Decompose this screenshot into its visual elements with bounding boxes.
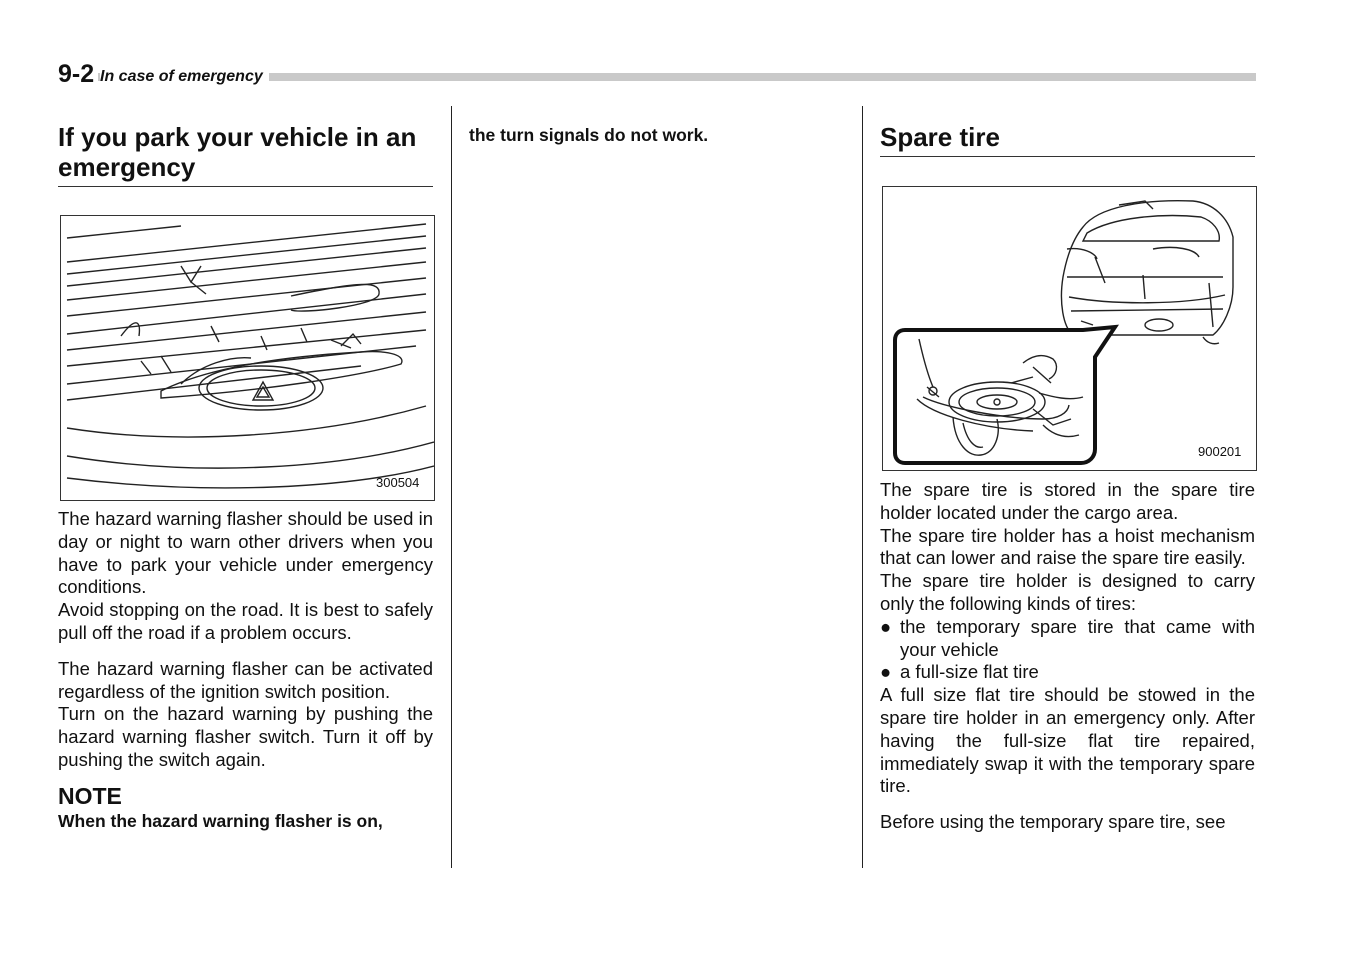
bullet-text: a full-size flat tire — [900, 661, 1039, 683]
paragraph: Avoid stopping on the road. It is best to safely pull off the road if a problem occurs. — [58, 599, 433, 643]
paragraph: The spare tire holder is designed to carry only the following kinds of tires: — [880, 570, 1255, 614]
spare-tire-illustration — [882, 186, 1257, 471]
hazard-switch-drawing — [61, 216, 434, 500]
page-header — [58, 60, 1256, 86]
paragraph: A full size flat tire should be stowed in the spare tire holder in an emergency only. After having the full-size flat tire repaired, immediately swap it with the temporary spare tire. — [880, 684, 1255, 797]
spare-tire-drawing — [883, 187, 1256, 470]
list-item — [880, 661, 1255, 684]
bullet-dot: ● — [880, 661, 892, 683]
heading-text: If you park your vehicle in an emergency — [58, 122, 417, 182]
paragraph: The spare tire holder has a hoist mechanism that can lower and raise the spare tire easily. — [880, 524, 1255, 569]
figure-code: 900201 — [1198, 444, 1242, 459]
bullet-dot: ● — [880, 615, 892, 637]
column-divider-left — [451, 106, 452, 868]
list-item — [880, 616, 1255, 662]
figure-code: 300504 — [376, 475, 420, 490]
note-text: When the hazard warning flasher is on, — [58, 810, 383, 831]
heading-emergency-parking — [58, 122, 433, 187]
paragraph: Before using the temporary spare tire, see — [880, 811, 1226, 833]
paragraph: The spare tire is stored in the spare tire holder located under the cargo area. — [880, 479, 1255, 523]
heading-spare-tire — [880, 122, 1255, 157]
page-number: 9-2 — [58, 60, 98, 88]
heading-text: Spare tire — [880, 122, 1000, 152]
paragraph: Turn on the hazard warning by pushing the hazard warning flasher switch. Turn it off by pushing the switch again. — [58, 703, 433, 770]
paragraph: The hazard warning flasher can be activated regardless of the ignition switch position. — [58, 657, 433, 702]
paragraph: The hazard warning flasher should be used in day or night to warn other drivers when you have to park your vehicle under emergency conditions. — [58, 508, 433, 598]
hazard-switch-illustration — [60, 215, 435, 501]
column-divider-right — [862, 106, 863, 868]
note-continued: the turn signals do not work. — [469, 125, 709, 145]
left-body — [58, 508, 433, 833]
section-title: In case of emergency — [100, 67, 269, 87]
bullet-text: the temporary spare tire that came with your vehicle — [900, 615, 1255, 660]
right-body — [880, 479, 1255, 834]
note-title: NOTE — [58, 782, 122, 809]
